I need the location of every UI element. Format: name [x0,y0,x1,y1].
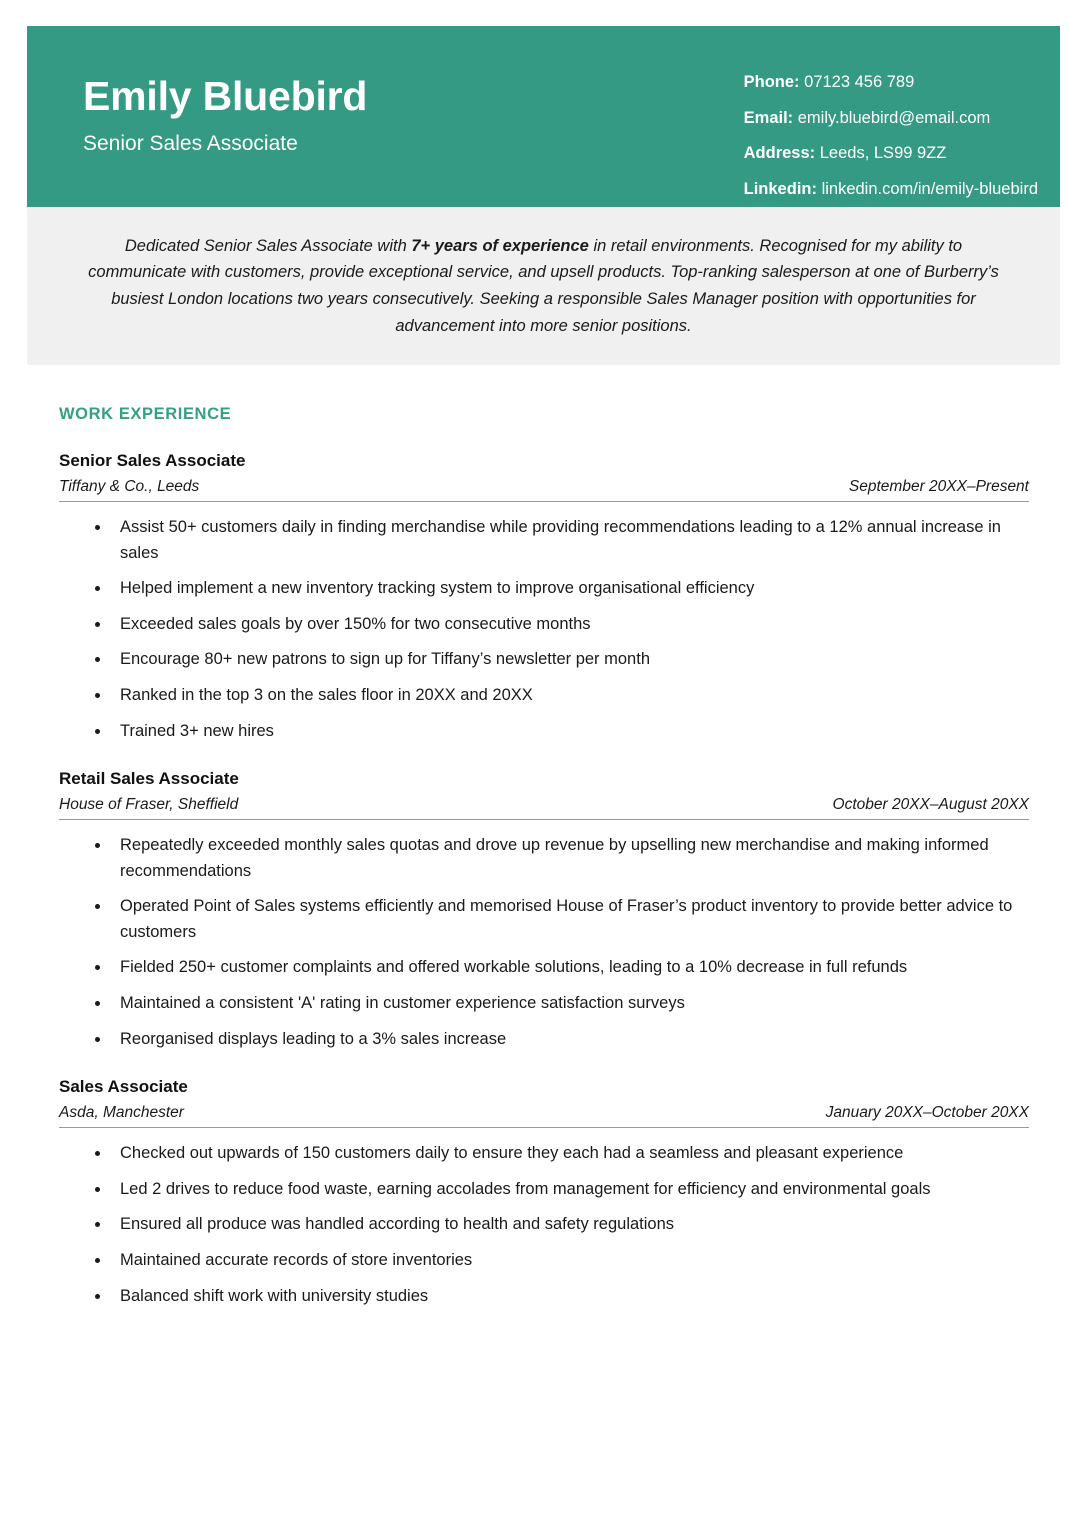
job-dates: January 20XX–October 20XX [825,1103,1029,1121]
job-bullet-item: Maintained a consistent 'A' rating in customer experience satisfaction surveys [59,991,1029,1017]
job-bullet-item: Fielded 250+ customer complaints and offered workable solutions, leading to a 10% decrease in full refunds [59,955,1029,981]
job-meta-row [59,796,1029,821]
job-bullet-item: Reorganised displays leading to a 3% sales increase [59,1027,1029,1053]
section-heading-work-experience: WORK EXPERIENCE [59,405,232,423]
job-bullet-item: Ensured all produce was handled according to health and safety regulations [59,1212,1029,1238]
summary-lead: Dedicated Senior Sales Associate with [124,236,412,255]
work-experience-entry [59,451,1029,744]
job-dates: October 20XX–August 20XX [832,795,1029,813]
job-bullet-item: Repeatedly exceeded monthly sales quotas and drove up revenue by upselling new merchandise and making informed recommendations [59,833,1029,884]
professional-summary-text [86,233,1001,340]
job-company: Tiffany & Co., Leeds [59,477,200,495]
contact-row [744,110,1038,127]
contact-row [744,74,1038,91]
job-bullet-item: Maintained accurate records of store inventories [59,1248,1029,1274]
job-company: House of Fraser, Sheffield [59,795,239,813]
contact-label: Linkedin: [743,179,817,198]
contact-value: Leeds, LS99 9ZZ [815,144,947,162]
job-bullet-item: Assist 50+ customers daily in finding merchandise while providing recommendations leading to a 12% annual increase in sales [59,515,1029,566]
contact-details-block [744,26,1060,197]
contact-value: emily.bluebird@email.com [793,108,991,127]
job-meta-row [59,478,1029,503]
contact-row [744,181,1038,198]
job-bullet-list [59,515,1029,744]
contact-label: Address: [743,144,816,162]
summary-rest: in retail environments. Recognised for my ability to communicate with customers, provide exceptional service, and upsell products. Top-ranking salesperson at one of Burberry’s busiest London locations two years consecutively. Seeking a responsible Sales Manager position with opportunities for advancement into more senior positions. [88,236,999,335]
job-company: Asda, Manchester [59,1103,184,1121]
job-bullet-item: Exceeded sales goals by over 150% for two consecutive months [59,612,1029,638]
job-role: Retail Sales Associate [59,769,239,789]
candidate-name: Emily Bluebird [83,73,368,119]
resume-body [59,405,1029,1309]
job-meta-row [59,1104,1029,1129]
job-bullet-item: Operated Point of Sales systems efficiently and memorised House of Fraser’s product inventory to provide better advice to customers [59,894,1029,945]
work-experience-entry [59,1077,1029,1309]
job-bullet-item: Led 2 drives to reduce food waste, earning accolades from management for efficiency and environmental goals [59,1177,1029,1203]
job-bullet-item: Helped implement a new inventory tracking system to improve organisational efficiency [59,576,1029,602]
identity-block [27,26,367,155]
job-bullet-item: Encourage 80+ new patrons to sign up for Tiffany’s newsletter per month [59,647,1029,673]
work-experience-list [59,451,1029,1309]
work-experience-entry [59,769,1029,1052]
professional-summary-band [27,207,1060,365]
contact-row [744,145,1038,162]
contact-value: linkedin.com/in/emily-bluebird [816,179,1038,198]
job-bullet-list [59,833,1029,1052]
contact-label: Email: [743,108,794,127]
job-bullet-list [59,1141,1029,1309]
candidate-job-title: Senior Sales Associate [83,132,298,156]
job-bullet-item: Ranked in the top 3 on the sales floor in 20XX and 20XX [59,683,1029,709]
job-bullet-item: Checked out upwards of 150 customers daily to ensure they each had a seamless and pleasant experience [59,1141,1029,1167]
job-bullet-item: Trained 3+ new hires [59,719,1029,745]
contact-label: Phone: [743,73,800,91]
job-bullet-item: Balanced shift work with university studies [59,1284,1029,1310]
job-dates: September 20XX–Present [848,477,1029,495]
summary-highlight: 7+ years of experience [411,236,589,255]
job-role: Senior Sales Associate [59,451,246,470]
job-role: Sales Associate [59,1077,188,1097]
resume-header-banner [27,26,1060,207]
contact-value: 07123 456 789 [799,73,915,91]
